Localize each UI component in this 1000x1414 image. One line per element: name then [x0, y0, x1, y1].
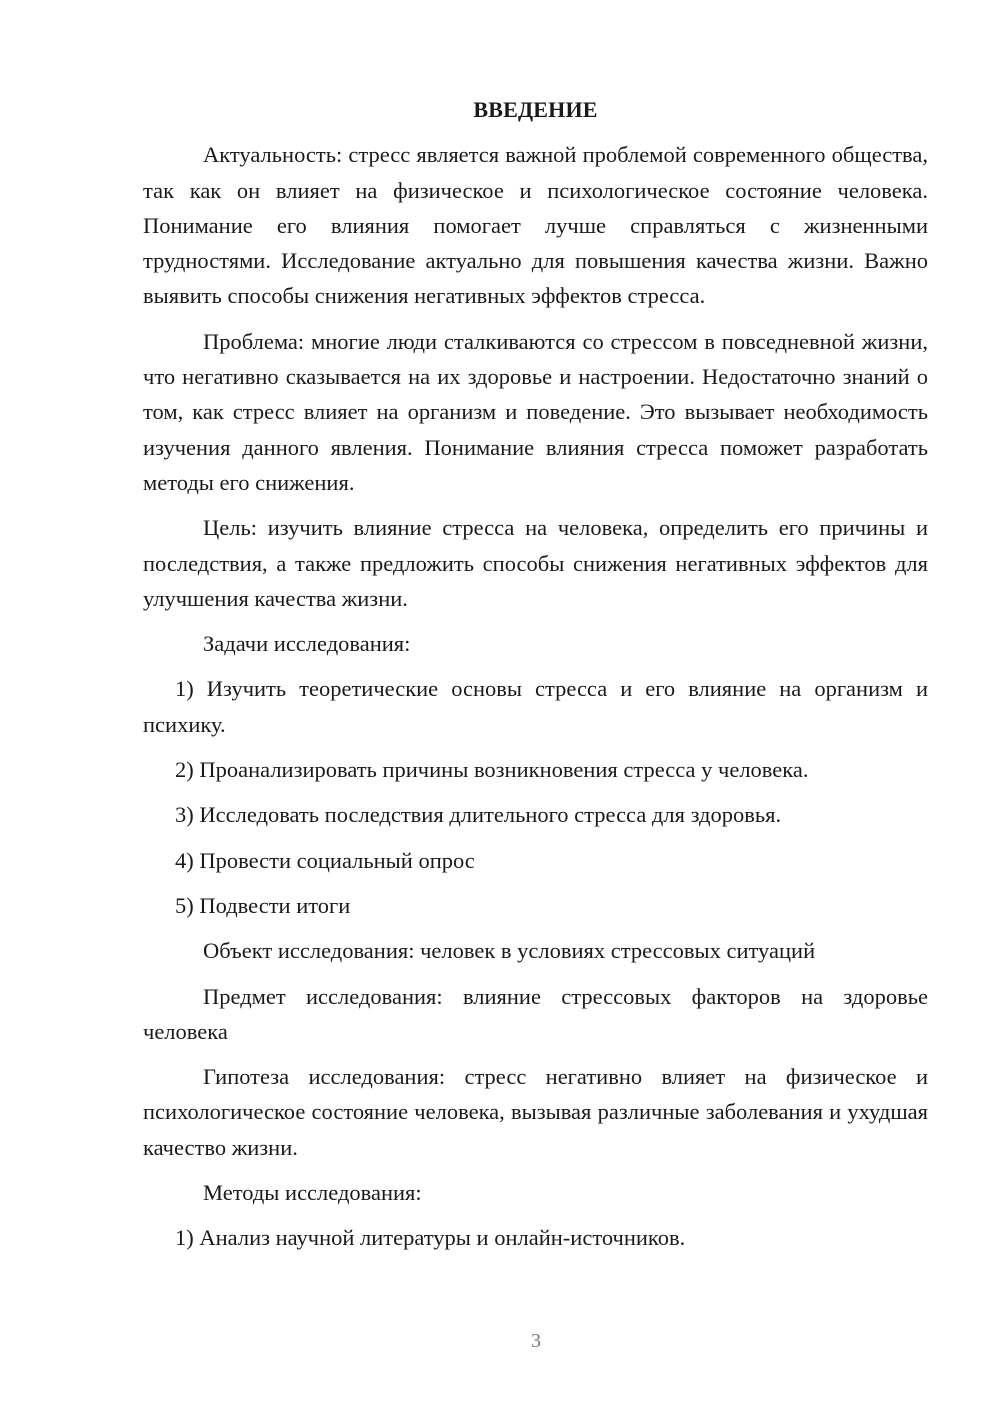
section-title: ВВЕДЕНИЕ — [473, 97, 598, 122]
method-item: 1) Анализ научной литературы и онлайн-источников. — [175, 1225, 686, 1251]
goal-paragraph: Цель: изучить влияние стресса на человека, определить его причины и последствия, а также предложить способы снижения негативных эффектов для улучшения качества жизни. — [143, 515, 928, 611]
problem-paragraph: Проблема: многие люди сталкиваются со стрессом в повседневной жизни, что негативно сказывается на их здоровье и настроении. Недостаточно знаний о том, как стресс влияет на организм и поведение. Это вызывает необходимость изучения данного явления. Понимание влияния стресса поможет разработать методы его снижения. — [143, 328, 928, 495]
object-paragraph: Объект исследования: человек в условиях стрессовых ситуаций — [203, 938, 816, 964]
task-item: 2) Проанализировать причины возникновения стресса у человека. — [175, 757, 809, 783]
task-item: 5) Подвести итоги — [175, 892, 351, 918]
subject-paragraph: Предмет исследования: влияние стрессовых факторов на здоровье человека — [143, 983, 928, 1044]
document-page — [143, 92, 928, 1266]
methods-heading: Методы исследования: — [203, 1180, 422, 1206]
task-item: 4) Провести социальный опрос — [175, 847, 475, 873]
task-item: 3) Исследовать последствия длительного стресса для здоровья. — [175, 802, 782, 828]
relevance-paragraph: Актуальность: стресс является важной проблемой современного общества, так как он влияет на физическое и психологическое состояние человека. Понимание его влияния помогает лучше справляться с жизненными трудностями. Исследование актуально для повышения качества жизни. Важно выявить способы снижения негативных эффектов стресса. — [143, 142, 928, 309]
tasks-heading: Задачи исследования: — [203, 631, 411, 657]
page-number: 3 — [531, 1330, 541, 1352]
hypothesis-paragraph: Гипотеза исследования: стресс негативно влияет на физическое и психологическое состояние человека, вызывая различные заболевания и ухудшая качество жизни. — [143, 1064, 928, 1160]
task-item: 1) Изучить теоретические основы стресса и его влияние на организм и психику. — [143, 676, 928, 737]
